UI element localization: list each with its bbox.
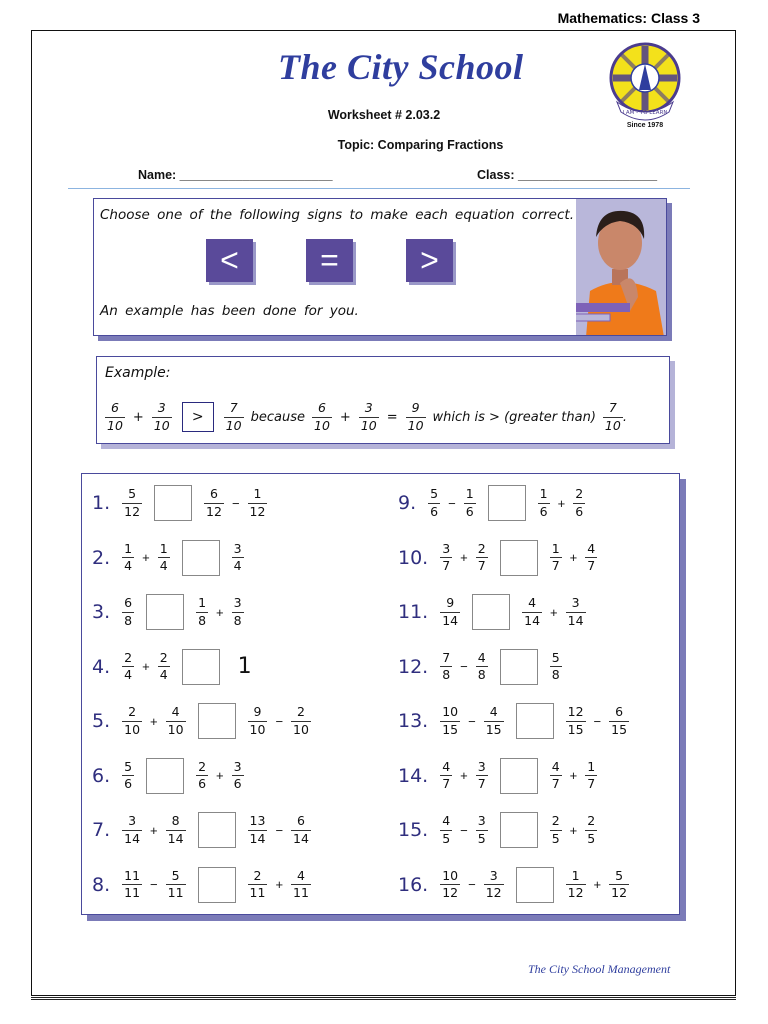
problem-row bbox=[92, 482, 267, 524]
operator: + bbox=[593, 877, 602, 892]
operator: + bbox=[216, 604, 224, 620]
fraction: $\frac{2}{6}$ bbox=[575, 486, 584, 519]
fraction: $\frac{12}{15}$ bbox=[567, 704, 584, 737]
equals-sign: = bbox=[386, 409, 398, 425]
answer-box[interactable] bbox=[472, 594, 510, 630]
example-note: An example has been done for you. bbox=[100, 303, 359, 319]
equal-sign-button[interactable]: = bbox=[306, 239, 353, 282]
question-number: 6. bbox=[92, 764, 111, 787]
fraction: $\frac{13}{14}$ bbox=[249, 813, 266, 846]
instruction-text: Choose one of the following signs to make each equation correct. bbox=[100, 207, 574, 223]
fraction: $\frac{4}{14}$ bbox=[524, 595, 541, 628]
operator: + bbox=[216, 768, 224, 783]
question-number: 8. bbox=[92, 873, 111, 896]
example-panel bbox=[96, 356, 670, 444]
fraction: $\frac{6}{10}$ bbox=[314, 400, 330, 433]
answer-box[interactable] bbox=[154, 485, 192, 521]
fraction: $\frac{2}{5}$ bbox=[587, 813, 596, 846]
fraction: $\frac{4}{7}$ bbox=[551, 758, 560, 791]
fraction: $\frac{5}{6}$ bbox=[124, 758, 133, 791]
operator: + bbox=[557, 495, 566, 511]
worksheet-topic: Topic: Comparing Fractions bbox=[337, 138, 504, 152]
name-field[interactable]: Name: ______________________ bbox=[138, 168, 333, 182]
answer-box[interactable] bbox=[198, 867, 236, 903]
full-stop: . bbox=[622, 409, 627, 425]
example-equation bbox=[105, 397, 627, 437]
class-field[interactable]: Class: ____________________ bbox=[477, 168, 658, 182]
fraction: $\frac{3}{8}$ bbox=[233, 595, 242, 628]
less-than-sign-button[interactable]: < bbox=[206, 239, 253, 282]
fraction: $\frac{4}{7}$ bbox=[587, 540, 596, 573]
answer-box[interactable] bbox=[516, 703, 554, 739]
fraction: $\frac{7}{10}$ bbox=[604, 400, 621, 433]
answer-box[interactable] bbox=[146, 758, 184, 794]
fraction: $\frac{3}{10}$ bbox=[360, 400, 377, 433]
problem-row bbox=[92, 591, 244, 633]
fraction: $\frac{2}{10}$ bbox=[124, 704, 141, 737]
problem-row bbox=[398, 755, 597, 797]
operator: − bbox=[275, 822, 284, 838]
question-number: 13. bbox=[398, 710, 429, 732]
fraction: $\frac{5}{11}$ bbox=[167, 867, 184, 900]
question-number: 11. bbox=[398, 601, 429, 623]
operator: + bbox=[275, 877, 284, 892]
fraction: $\frac{6}{8}$ bbox=[124, 595, 133, 628]
fraction: $\frac{6}{15}$ bbox=[611, 704, 628, 737]
operator: + bbox=[142, 550, 150, 565]
operator: − bbox=[468, 877, 476, 892]
fraction: $\frac{3}{7}$ bbox=[442, 540, 451, 573]
answer-box[interactable] bbox=[198, 812, 236, 848]
logo-motto: I AM - TO LEARN bbox=[622, 110, 668, 116]
operator: + bbox=[569, 822, 578, 838]
fraction: $\frac{9}{10}$ bbox=[249, 704, 266, 737]
fraction: $\frac{6}{12}$ bbox=[206, 486, 222, 519]
problem-row bbox=[92, 809, 311, 851]
operator: + bbox=[150, 822, 158, 838]
worksheet-number: Worksheet # 2.03.2 bbox=[327, 108, 441, 122]
fraction: $\frac{2}{7}$ bbox=[477, 540, 486, 573]
problem-row bbox=[92, 700, 311, 742]
operator: + bbox=[550, 604, 558, 620]
question-number: 2. bbox=[92, 546, 111, 569]
fraction: $\frac{3}{4}$ bbox=[233, 540, 242, 573]
question-number: 16. bbox=[398, 873, 429, 896]
fraction: $\frac{5}{8}$ bbox=[551, 649, 560, 682]
fraction: $\frac{11}{11}$ bbox=[124, 867, 141, 900]
fraction: $\frac{6}{10}$ bbox=[107, 400, 123, 433]
operator: + bbox=[460, 550, 468, 565]
fraction: $\frac{6}{14}$ bbox=[293, 813, 309, 846]
problem-row bbox=[92, 864, 311, 906]
operator: + bbox=[460, 768, 468, 783]
problem-row bbox=[398, 537, 597, 579]
whole-number: 1 bbox=[237, 654, 252, 679]
fraction: $\frac{1}{4}$ bbox=[124, 540, 133, 573]
operator: + bbox=[339, 409, 351, 425]
operator: − bbox=[150, 877, 158, 892]
answer-box[interactable] bbox=[500, 540, 538, 576]
fraction: $\frac{1}{7}$ bbox=[587, 758, 596, 791]
fraction: $\frac{2}{11}$ bbox=[249, 867, 266, 900]
question-number: 1. bbox=[92, 492, 111, 514]
operator: − bbox=[275, 713, 284, 729]
question-number: 14. bbox=[398, 764, 429, 787]
fraction: $\frac{3}{5}$ bbox=[477, 813, 486, 846]
fraction: $\frac{8}{14}$ bbox=[167, 813, 184, 846]
operator: + bbox=[150, 713, 158, 729]
problem-row bbox=[92, 646, 252, 688]
fraction: $\frac{4}{7}$ bbox=[442, 758, 451, 791]
fraction: $\frac{10}{15}$ bbox=[442, 704, 459, 737]
question-number: 4. bbox=[92, 655, 111, 678]
operator: + bbox=[569, 550, 578, 565]
fraction: $\frac{2}{5}$ bbox=[551, 813, 560, 846]
fraction: $\frac{7}{8}$ bbox=[442, 649, 451, 682]
fraction: $\frac{4}{10}$ bbox=[167, 704, 184, 737]
question-number: 9. bbox=[398, 492, 417, 514]
which-is-text: which is > (greater than) bbox=[432, 409, 596, 425]
example-answer-box: > bbox=[182, 402, 214, 432]
problem-row bbox=[398, 482, 585, 524]
problem-row bbox=[92, 755, 244, 797]
answer-box[interactable] bbox=[182, 540, 220, 576]
operator: − bbox=[460, 822, 468, 838]
instruction-panel bbox=[93, 198, 667, 336]
fraction: $\frac{1}{4}$ bbox=[159, 540, 168, 573]
header-divider bbox=[68, 188, 690, 189]
answer-box[interactable] bbox=[146, 594, 184, 630]
logo-since: Since 1978 bbox=[626, 122, 664, 129]
question-number: 3. bbox=[92, 601, 111, 623]
fraction: $\frac{2}{6}$ bbox=[198, 758, 207, 791]
fraction: $\frac{2}{10}$ bbox=[293, 704, 309, 737]
school-title: The City School bbox=[278, 47, 524, 87]
fraction: $\frac{2}{4}$ bbox=[124, 649, 133, 682]
problem-row bbox=[398, 864, 629, 906]
example-title: Example: bbox=[105, 365, 171, 381]
fraction: $\frac{9}{10}$ bbox=[407, 400, 424, 433]
footer-credit: The City School Management bbox=[528, 962, 671, 976]
answer-box[interactable] bbox=[182, 649, 220, 685]
operator: + bbox=[142, 659, 150, 674]
answer-box[interactable] bbox=[516, 867, 554, 903]
fraction: $\frac{4}{5}$ bbox=[442, 813, 451, 846]
fraction: $\frac{3}{6}$ bbox=[233, 758, 242, 791]
fraction: $\frac{10}{12}$ bbox=[442, 867, 459, 900]
problem-row bbox=[398, 700, 629, 742]
question-number: 15. bbox=[398, 819, 429, 841]
fraction: $\frac{1}{12}$ bbox=[249, 486, 266, 519]
fraction: $\frac{5}{12}$ bbox=[611, 867, 628, 900]
question-number: 7. bbox=[92, 819, 111, 841]
fraction: $\frac{3}{7}$ bbox=[477, 758, 486, 791]
fraction: $\frac{9}{14}$ bbox=[442, 595, 459, 628]
fraction: $\frac{5}{6}$ bbox=[430, 486, 439, 519]
fraction: $\frac{1}{8}$ bbox=[198, 595, 207, 628]
answer-box[interactable] bbox=[488, 485, 526, 521]
operator: − bbox=[231, 495, 240, 511]
answer-box[interactable] bbox=[198, 703, 236, 739]
answer-box[interactable] bbox=[500, 649, 538, 685]
problem-row bbox=[398, 646, 562, 688]
fraction: $\frac{4}{11}$ bbox=[293, 867, 309, 900]
greater-than-sign-button[interactable]: > bbox=[406, 239, 453, 282]
operator: − bbox=[468, 713, 476, 729]
question-number: 10. bbox=[398, 546, 429, 569]
fraction: $\frac{3}{14}$ bbox=[124, 813, 141, 846]
question-number: 5. bbox=[92, 710, 111, 732]
problem-row bbox=[398, 809, 597, 851]
fraction: $\frac{1}{12}$ bbox=[567, 867, 584, 900]
fraction: $\frac{3}{12}$ bbox=[485, 867, 502, 900]
fraction: $\frac{2}{4}$ bbox=[159, 649, 168, 682]
because-word: because bbox=[250, 409, 305, 425]
problem-row bbox=[92, 537, 244, 579]
thinking-boy-illustration bbox=[576, 199, 666, 336]
fraction: $\frac{1}{6}$ bbox=[539, 486, 548, 519]
problems-panel bbox=[81, 473, 680, 915]
fraction: $\frac{1}{7}$ bbox=[551, 540, 560, 573]
fraction: $\frac{4}{15}$ bbox=[485, 704, 502, 737]
fraction: $\frac{3}{10}$ bbox=[153, 400, 170, 433]
problem-row bbox=[398, 591, 586, 633]
operator: − bbox=[460, 659, 468, 674]
fraction: $\frac{5}{12}$ bbox=[124, 486, 141, 519]
fraction: $\frac{7}{10}$ bbox=[225, 400, 242, 433]
operator: + bbox=[569, 768, 578, 783]
fraction: $\frac{3}{14}$ bbox=[567, 595, 584, 628]
operator: − bbox=[593, 713, 602, 729]
operator: + bbox=[132, 409, 144, 425]
fraction: $\frac{4}{8}$ bbox=[477, 649, 486, 682]
subject-class-label: Mathematics: Class 3 bbox=[557, 10, 700, 26]
fraction: $\frac{1}{6}$ bbox=[465, 486, 474, 519]
question-number: 12. bbox=[398, 655, 429, 678]
operator: − bbox=[448, 495, 456, 511]
answer-box[interactable] bbox=[500, 812, 538, 848]
page-bottom-rule bbox=[31, 997, 736, 1000]
answer-box[interactable] bbox=[500, 758, 538, 794]
